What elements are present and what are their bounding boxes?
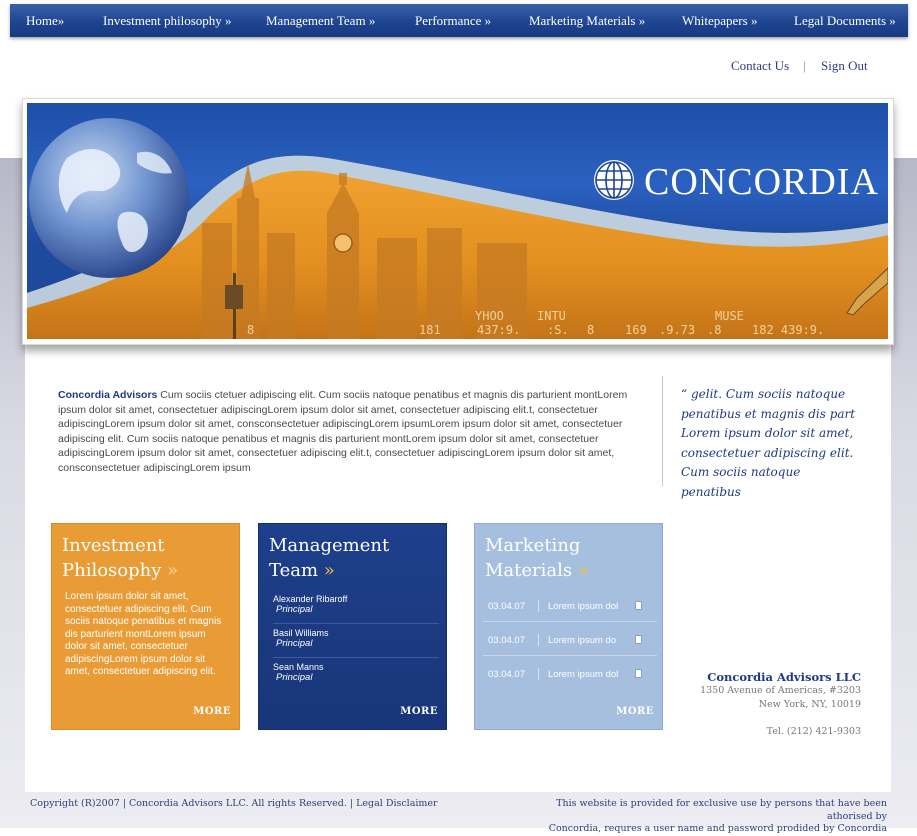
- team-member-role: Principal: [276, 672, 313, 683]
- team-member[interactable]: [273, 628, 439, 658]
- intro-company-name: Concordia Advisors: [58, 389, 158, 401]
- quote-divider: [662, 376, 663, 486]
- nav-whitepapers[interactable]: Whitepapers »: [682, 13, 758, 28]
- marketing-title-line2: Materials: [485, 560, 573, 581]
- ticker-12: 182 439:9.: [752, 323, 825, 337]
- chevron-right-icon: »: [323, 560, 335, 581]
- hero-banner: [22, 98, 894, 345]
- marketing-materials-box[interactable]: [474, 523, 663, 730]
- marketing-item-divider: [538, 668, 539, 680]
- team-member-name: Sean Manns: [273, 662, 324, 672]
- address-company-name: Concordia Advisors LLC: [707, 670, 861, 684]
- utility-separator: |: [803, 58, 806, 73]
- management-team-title: [269, 533, 439, 583]
- investment-philosophy-text: Lorem ipsum dolor sit amet, consectetuer adipiscing elit. Cum sociis natoque penatibus et magnis dis parturient montLorem ipsum dolor sit amet, consectetuer adipiscingLorem ipsum dolor sit amet, consectetuer adipiscing elit.: [65, 591, 222, 677]
- document-icon[interactable]: [635, 669, 642, 678]
- banner-artwork: [27, 103, 888, 339]
- ticker-10: .8: [707, 323, 722, 337]
- team-member-name: Alexander Ribaroff: [273, 594, 348, 604]
- investment-philosophy-title: [62, 533, 232, 583]
- team-title-line2: Team: [269, 560, 319, 581]
- management-team-box[interactable]: [258, 523, 447, 730]
- chevron-right-icon: »: [577, 560, 589, 581]
- intro-paragraph: [58, 388, 634, 475]
- copyright-text: Copyright (R)2007 | Concordia Advisors LLC. All rights Reserved. |: [30, 798, 357, 809]
- ticker-5: INTU: [537, 309, 566, 323]
- ticker-6: :S.: [547, 323, 569, 337]
- pull-quote: “ gelit. Cum sociis natoque penatibus et magnis dis part Lorem ipsum dolor sit amet, consectetuer adipiscing elit. Cum sociis natoque penatibus: [681, 387, 856, 499]
- team-member-name: Basil Williams: [273, 628, 329, 638]
- marketing-item-title: Lorem ipsum dol: [548, 601, 619, 612]
- nav-home[interactable]: Home»: [26, 13, 65, 28]
- ticker-9: .9.73: [659, 323, 696, 337]
- ticker-8: 169: [625, 323, 647, 337]
- marketing-item[interactable]: [483, 591, 657, 622]
- ticker-11: MUSE: [715, 309, 744, 323]
- nav-investment-philosophy[interactable]: Investment philosophy »: [103, 13, 232, 28]
- nav-performance[interactable]: Performance »: [415, 13, 492, 28]
- brand-name: CONCORDIA: [644, 161, 879, 203]
- footer-notice-line1: This website is provided for exclusive use by persons that have been athorised by: [556, 798, 887, 822]
- ticker-2: 181: [419, 323, 441, 337]
- marketing-item-title: Lorem ipsum do: [548, 635, 617, 646]
- company-address: [700, 670, 861, 739]
- footer-notice: [527, 798, 887, 836]
- marketing-item-divider: [538, 600, 539, 612]
- chevron-right-icon: »: [167, 560, 179, 581]
- ticker-4: YHOO: [475, 309, 504, 323]
- intro-text: Cum sociis ctetuer adipiscing elit. Cum sociis natoque penatibus et magnis dis parturient montLorem ipsum dolor sit amet, consectetuer adipiscingLorem ipsum dolor sit amet, consectetuer adipiscing elit.t, consectetuer adipiscingLorem ipsum dolor sit amet, consconsectetuer adipiscingLorem ipsumLorem ipsum dolor sit amet, consectetuer adipiscing elit. Cum sociis natoque penatibus et magnis dis parturient montLorem ipsum dolor sit amet, consectetuer adipiscingLorem ipsum dolor sit amet, consectetuer adipiscing elit.t, consectetuer adipiscingLorem ipsum dolor sit amet, consconsectetuer adipiscingLorem ipsum: [58, 389, 628, 474]
- investment-philosophy-box[interactable]: [51, 523, 240, 730]
- legal-disclaimer-link[interactable]: Legal Disclaimer: [356, 798, 438, 809]
- marketing-item[interactable]: [483, 659, 657, 689]
- ticker-3: 437:9.: [477, 323, 521, 337]
- marketing-item-date: 03.04.07: [488, 669, 525, 680]
- team-member[interactable]: [273, 594, 439, 624]
- sign-out-link[interactable]: Sign Out: [821, 58, 868, 73]
- marketing-item-divider: [538, 634, 539, 646]
- marketing-item-date: 03.04.07: [488, 635, 525, 646]
- globe-icon: [592, 158, 636, 202]
- banner-image: [27, 103, 888, 339]
- document-icon[interactable]: [635, 601, 642, 610]
- marketing-title-line1: Marketing: [485, 535, 581, 556]
- top-navigation: [10, 4, 908, 37]
- team-more-link[interactable]: MORE: [400, 706, 438, 717]
- address-city: New York, NY, 10019: [758, 698, 861, 710]
- footer-notice-line2: Concordia, requres a user name and password prodided by Concordia: [548, 823, 887, 834]
- ticker-1: 8: [247, 323, 255, 337]
- nav-legal-documents[interactable]: Legal Documents »: [794, 13, 896, 28]
- address-street: 1350 Avenue of Americas, #3203: [700, 685, 861, 696]
- team-title-line1: Management: [269, 535, 390, 556]
- team-member-role: Principal: [276, 638, 313, 649]
- footer-copyright: [30, 798, 438, 809]
- investment-title-line1: Investment: [62, 535, 165, 556]
- ticker-7: 8: [587, 323, 595, 337]
- investment-more-link[interactable]: MORE: [193, 706, 231, 717]
- marketing-materials-title: [485, 533, 655, 583]
- investment-title-line2: Philosophy: [62, 560, 162, 581]
- nav-marketing-materials[interactable]: Marketing Materials »: [529, 13, 646, 28]
- marketing-item-title: Lorem ipsum dol: [548, 669, 619, 680]
- nav-management-team[interactable]: Management Team »: [266, 13, 376, 28]
- marketing-item[interactable]: [483, 625, 657, 656]
- marketing-more-link[interactable]: MORE: [616, 706, 654, 717]
- team-member-role: Principal: [276, 604, 313, 615]
- document-icon[interactable]: [635, 635, 642, 644]
- marketing-item-date: 03.04.07: [488, 601, 525, 612]
- address-phone: Tel. (212) 421-9303: [766, 726, 861, 737]
- contact-us-link[interactable]: Contact Us: [731, 58, 790, 73]
- team-member[interactable]: [273, 662, 439, 691]
